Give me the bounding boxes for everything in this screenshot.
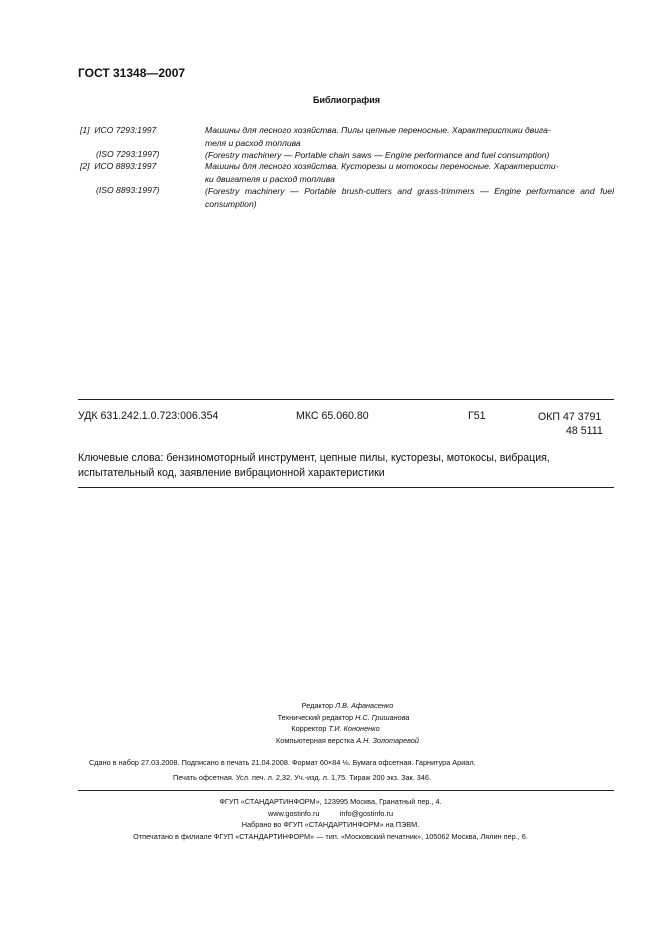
group-code: Г51 xyxy=(468,410,486,422)
okp-code-1: ОКП 47 3791 xyxy=(538,411,602,423)
bib-entry-1-number: [1] xyxy=(80,125,90,135)
bib-entry-1-title-ru-1: Машины для лесного хозяйства. Пилы цепные переносные. Характеристики двига- xyxy=(205,125,551,135)
bib-entry-2-title-ru-2: ки двигателя и расход топлива xyxy=(205,173,335,184)
divider-imprint xyxy=(78,790,614,791)
editor-label: Редактор xyxy=(301,701,334,710)
bib-entry-1-alt-code: (ISO 7293:1997) xyxy=(96,149,160,159)
publisher-web: www.gostinfo.ru info@gostinfo.ru xyxy=(267,808,394,818)
bibliography-title-text: Библиография xyxy=(313,95,380,105)
bib-entry-2-alt-code: (ISO 8893:1997) xyxy=(96,185,160,195)
mks-code: МКС 65.060.80 xyxy=(296,410,369,422)
credit-layout xyxy=(0,735,661,747)
print-info-line-2: Печать офсетная. Усл. печ. л. 2,32. Уч.-изд. л. 1,75. Тираж 200 экз. Зак. 346. xyxy=(173,773,431,782)
keywords: Ключевые слова: бензиномоторный инструмент, цепные пилы, кусторезы, мотокосы, вибрация, испытательный код, заявление вибрационной характеристики xyxy=(78,452,550,479)
credits xyxy=(0,700,661,746)
tech-editor-name: Н.С. Гришанова xyxy=(355,712,410,722)
bib-entry-1-text xyxy=(205,124,614,162)
tech-editor-label: Технический редактор xyxy=(277,712,354,722)
layout-label: Компьютерная верстка xyxy=(276,735,355,745)
bib-entry-2-text xyxy=(205,160,614,210)
bib-entry-1-title-en: (Forestry machinery — Portable chain saws — Engine performance and fuel consumption) xyxy=(205,150,550,160)
corrector-label: Корректор xyxy=(291,724,327,734)
bib-entry-1-standard: ИСО 7293:1997 xyxy=(94,125,157,135)
okp-code-2: 48 5111 xyxy=(566,425,603,437)
bib-entry-2-title-en: (Forestry machinery — Portable brush-cutters and grass-trimmers — Engine performance and fuel consumption) xyxy=(205,186,614,209)
publisher-typeset: Набрано во ФГУП «СТАНДАРТИНФОРМ» на ПЭВМ. xyxy=(241,820,420,830)
bib-entry-1-code xyxy=(80,124,156,137)
bib-entry-2-code xyxy=(80,160,156,173)
bib-entry-2-title-ru-1: Машины для лесного хозяйства. Кусторезы и мотокосы переносные. Характеристи- xyxy=(205,161,559,171)
bibliography-title xyxy=(0,95,661,105)
credit-editor xyxy=(0,700,661,712)
bib-entry-2-number: [2] xyxy=(80,161,90,171)
publisher-printed: Отпечатано в филиале ФГУП «СТАНДАРТИНФОРМ» — тип. «Московский печатник», 105062 Москва, Лялин пер., 6. xyxy=(133,831,528,841)
document-code: ГОСТ 31348—2007 xyxy=(78,66,186,80)
bib-entry-2-standard: ИСО 8893:1997 xyxy=(94,161,157,171)
layout-name: А.Н. Золотаревой xyxy=(356,735,419,745)
publisher-address: ФГУП «СТАНДАРТИНФОРМ», 123995 Москва, Гранатный пер., 4. xyxy=(219,797,442,806)
publisher-info xyxy=(0,796,661,842)
credit-corrector xyxy=(0,723,661,735)
editor-name: Л.В. Афанасенко xyxy=(335,701,394,710)
udk-code: УДК 631.242.1.0.723:006.354 xyxy=(78,410,219,422)
credit-tech-editor xyxy=(0,712,661,724)
divider-bottom xyxy=(78,487,614,488)
bib-entry-1-title-ru-2: теля и расход топлива xyxy=(205,137,301,148)
okp-codes xyxy=(538,410,603,438)
divider-top xyxy=(78,399,614,400)
print-info-line-1: Сдано в набор 27.03.2008. Подписано в печать 21.04.2008. Формат 60×84 ⅛. Бумага офсетная. Гарнитура Ариал. xyxy=(89,758,476,767)
corrector-name: Т.И. Кононенко xyxy=(328,724,380,734)
